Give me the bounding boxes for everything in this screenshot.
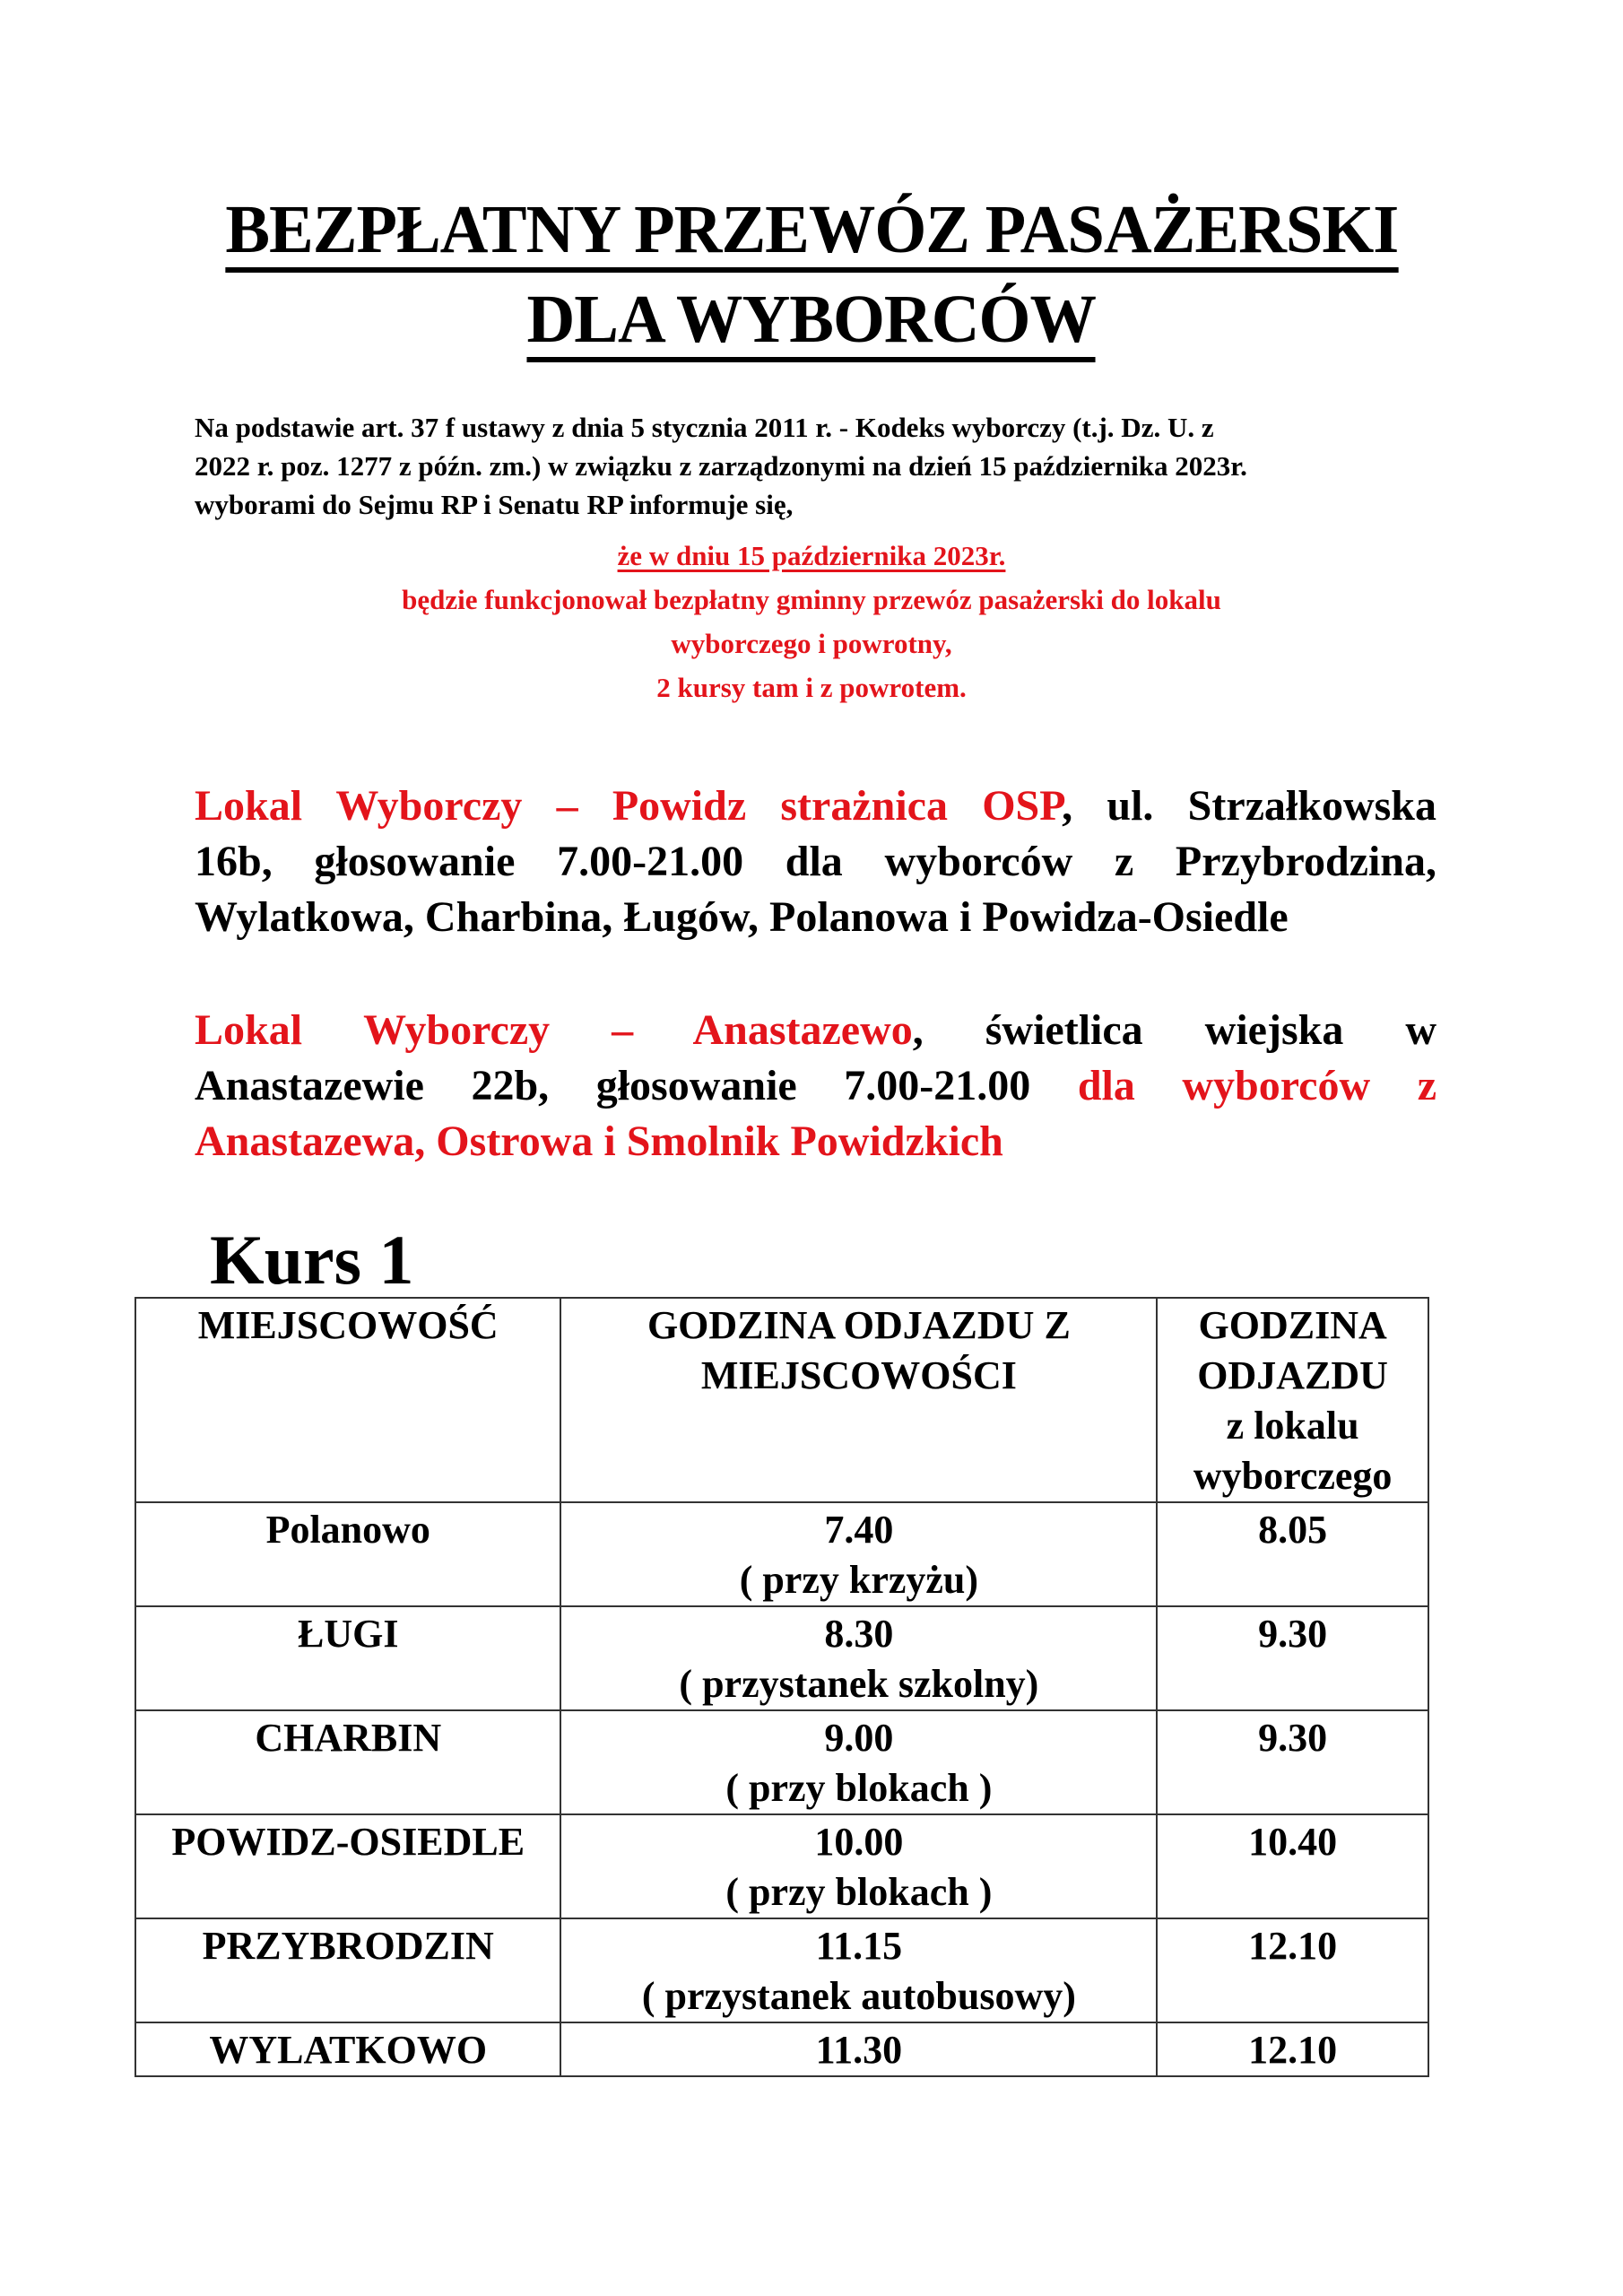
column-header-departure: GODZINA ODJAZDU Z MIEJSCOWOŚCI: [560, 1298, 1157, 1502]
cell-return: 12.10: [1157, 1918, 1428, 2022]
departure-time: 10.00: [814, 1820, 904, 1864]
legal-basis-line: 2022 r. poz. 1277 z późn. zm.) w związku z zarządzonymi na dzień 15 października 2023r.: [195, 450, 1247, 482]
cell-return: 10.40: [1157, 1814, 1428, 1918]
schedule-heading: Kurs 1: [210, 1221, 414, 1299]
station-address: , ul. Strzałkowska: [1062, 782, 1437, 830]
cell-place: ŁUGI: [135, 1606, 560, 1710]
table-row: [135, 2022, 1428, 2076]
cell-departure: [560, 1918, 1157, 2022]
page-title-text-1: BEZPŁATNY PRZEWÓZ PASAŻERSKI: [225, 196, 1398, 273]
service-announcement: [188, 534, 1435, 709]
station-line: Anastazewa, Ostrowa i Smolnik Powidzkich: [195, 1118, 1003, 1165]
legal-basis-paragraph: [195, 408, 1441, 524]
page-title-line-1: [0, 192, 1623, 273]
departure-time: 7.40: [824, 1508, 894, 1552]
service-line: będzie funkcjonował bezpłatny gminny przewóz pasażerski do lokalu: [402, 584, 1221, 615]
station-address-cont: Anastazewie 22b, głosowanie 7.00-21.00: [195, 1062, 1078, 1109]
station-line: [195, 1058, 1436, 1114]
departure-time: 8.30: [824, 1612, 894, 1656]
departure-time: 9.00: [824, 1716, 894, 1760]
station-voters: dla wyborców z: [1077, 1062, 1436, 1109]
station-line: [195, 1003, 1436, 1058]
cell-return: 12.10: [1157, 2022, 1428, 2076]
cell-departure: [560, 2022, 1157, 2076]
cell-return: 9.30: [1157, 1710, 1428, 1814]
service-date: [188, 534, 1435, 578]
station-line: [195, 778, 1436, 834]
cell-departure: [560, 1814, 1157, 1918]
cell-return: 9.30: [1157, 1606, 1428, 1710]
station-line: Wylatkowa, Charbina, Ługów, Polanowa i Powidza-Osiedle: [195, 893, 1289, 941]
service-line: wyborczego i powrotny,: [671, 628, 952, 659]
station-line: 16b, głosowanie 7.00-21.00 dla wyborców z Przybrodzina,: [195, 838, 1436, 885]
departure-stop: ( przy blokach ): [725, 1870, 993, 1914]
departure-stop: ( przystanek autobusowy): [641, 1974, 1076, 2018]
legal-basis-line: Na podstawie art. 37 f ustawy z dnia 5 stycznia 2011 r. - Kodeks wyborczy (t.j. Dz. U. z: [195, 412, 1214, 443]
table-row: [135, 1606, 1428, 1710]
table-row: [135, 1710, 1428, 1814]
station-address: , świetlica wiejska w: [912, 1006, 1436, 1054]
cell-departure: [560, 1710, 1157, 1814]
table-row: [135, 1502, 1428, 1606]
column-header-return: GODZINA ODJAZDU z lokalu wyborczego: [1157, 1298, 1428, 1502]
cell-departure: [560, 1502, 1157, 1606]
station-name: Lokal Wyborczy – Powidz strażnica OSP: [195, 782, 1063, 830]
cell-place: PRZYBRODZIN: [135, 1918, 560, 2022]
table-row: [135, 1918, 1428, 2022]
cell-place: Polanowo: [135, 1502, 560, 1606]
polling-station-powidz: [195, 778, 1436, 945]
table-header-row: [135, 1298, 1428, 1502]
departure-time: 11.15: [815, 1924, 903, 1968]
service-date-text: że w dniu 15 października 2023r.: [617, 540, 1006, 571]
schedule-table: [135, 1297, 1429, 2077]
column-header-place: MIEJSCOWOŚĆ: [135, 1298, 560, 1502]
cell-place: CHARBIN: [135, 1710, 560, 1814]
polling-station-anastazewo: [195, 1003, 1436, 1170]
departure-stop: ( przystanek szkolny): [679, 1662, 1039, 1706]
page-title-line-2: [0, 282, 1623, 362]
station-name: Lokal Wyborczy – Anastazewo: [195, 1006, 913, 1054]
cell-place: POWIDZ-OSIEDLE: [135, 1814, 560, 1918]
departure-time: 11.30: [815, 2028, 903, 2072]
cell-return: 8.05: [1157, 1502, 1428, 1606]
cell-place: WYLATKOWO: [135, 2022, 560, 2076]
service-line: 2 kursy tam i z powrotem.: [656, 672, 967, 703]
page-title-text-2: DLA WYBORCÓW: [527, 285, 1097, 362]
departure-stop: ( przy krzyżu): [739, 1558, 979, 1602]
cell-departure: [560, 1606, 1157, 1710]
departure-stop: ( przy blokach ): [725, 1766, 993, 1810]
legal-basis-line: wyborami do Sejmu RP i Senatu RP informuje się,: [195, 489, 794, 520]
table-row: [135, 1814, 1428, 1918]
